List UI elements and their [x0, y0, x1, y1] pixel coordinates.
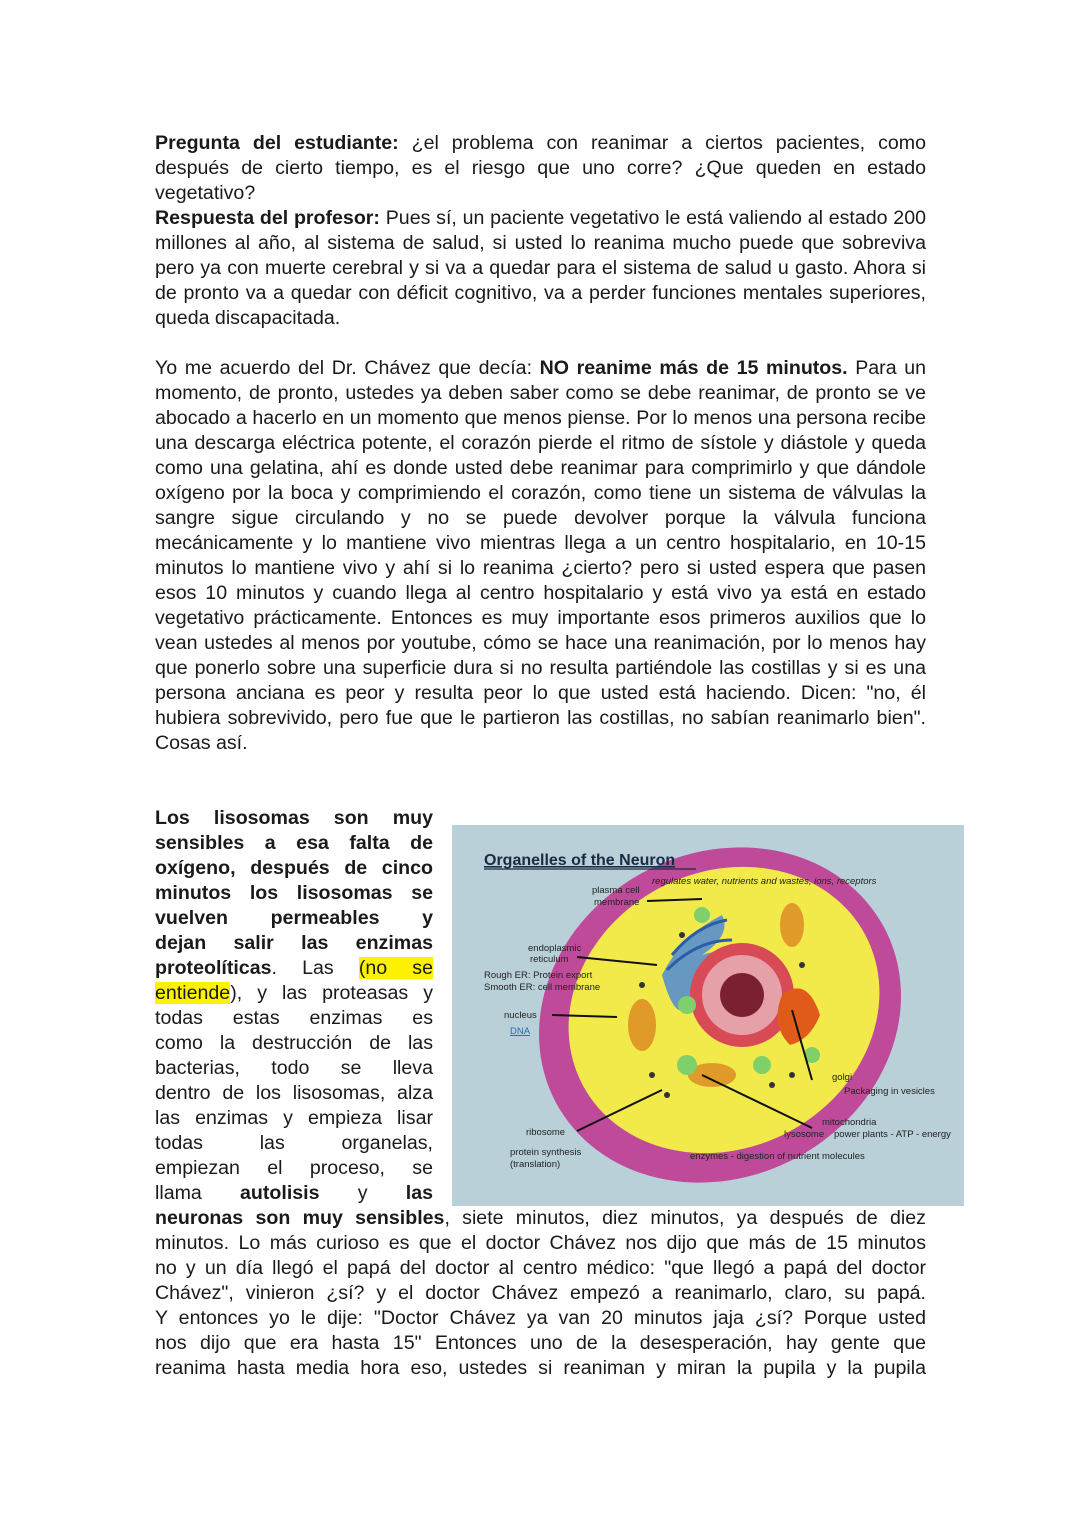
highlighted-note: (no se [358, 957, 433, 979]
text-line: todas las organelas, [155, 1132, 433, 1154]
text-line: Chávez", vinieron ¿sí? y el doctor Chávez empezó a reanimarlo, claro, su papá. [155, 1282, 926, 1304]
svg-text:protein synthesis: protein synthesis [510, 1147, 582, 1158]
text-line: empiezan el proceso, se [155, 1157, 433, 1179]
qa-paragraph [155, 131, 926, 331]
svg-text:lysosome: lysosome [784, 1129, 825, 1140]
svg-text:DNA: DNA [510, 1026, 531, 1037]
text-line: llama autolisis y las [155, 1182, 433, 1204]
svg-text:nucleus: nucleus [504, 1010, 537, 1021]
text-line: dejan salir las enzimas [155, 932, 433, 954]
text-line: nos dijo que era hasta 15" Entonces uno de la desesperación, hay gente que [155, 1332, 926, 1354]
highlighted-note: entiende [155, 982, 231, 1004]
text-line: vuelven permeables y [155, 907, 433, 929]
text-line: Los lisosomas son muy [155, 807, 433, 829]
svg-text:membrane: membrane [594, 897, 640, 908]
svg-text:reticulum: reticulum [530, 954, 569, 965]
text-line: minutos los lisosomas se [155, 882, 433, 904]
text-line: neuronas son muy sensibles, siete minutos, diez minutos, ya después de diez [155, 1207, 926, 1229]
paragraph-body: Para un momento, de pronto, ustedes ya deben saber como se debe reanimar, de pronto se ve abocado a hacerlo en un momento que menos piense. Por lo menos una persona recibe una descarga eléctrica potente, el corazón pierde el ritmo de sístole y diástole y queda como una gelatina, ahí es donde usted debe reanimar para comprimirlo y que dándole oxígeno por la boca y comprimiendo el corazón, como tiene un sistema de válvulas la sangre sigue circulando y no se puede devolver porque la válvula funciona mecánicamente y lo mantiene vivo mientras llega a un centro hospitalario, en 10-15 minutos lo mantiene vivo y ahí si lo reanima ¿cierto? pero si usted espera que pasen esos 10 minutos y cuando llega al centro hospitalario y está vivo ya está en estado vegetativo prácticamente. Entonces es muy importante esos primeros auxilios que lo vean ustedes al menos por youtube, cómo se hace una reanimación, por lo menos hay que ponerlo sobre una superficie dura si no resulta partiéndole las costillas y si es una persona anciana es peor y resulta peor lo que usted está haciendo. Dicen: "no, él hubiera sobrevivido, pero fue que le partieron las costillas, no sabían reanimarlo bien". Cosas así. [155, 357, 926, 754]
answer-text: Pues sí, un paciente vegetativo le está valiendo al estado 200 millones al año, al sistema de salud, si usted lo reanima mucho puede que sobreviva pero ya con muerte cerebral y si va a quedar para el sistema de salud u gasto. Ahora si de pronto va a quedar con déficit cognitivo, va a perder funciones mentales superiores, queda discapacitada. [155, 207, 926, 329]
mitochondrion-shape [628, 999, 656, 1051]
svg-text:mitochondria: mitochondria [822, 1117, 877, 1128]
text-line: sensibles a esa falta de [155, 832, 433, 854]
svg-text:enzymes - digestion of nutrien: enzymes - digestion of nutrient molecules [690, 1151, 865, 1162]
bold-warning: NO reanime más de 15 minutos. [539, 357, 848, 379]
text-line: reanima hasta media hora eso, ustedes si reaniman y miran la pupila y la pupila [155, 1357, 926, 1379]
svg-text:power plants - ATP - energy: power plants - ATP - energy [834, 1129, 951, 1140]
svg-text:plasma cell: plasma cell [592, 885, 640, 896]
lysosome-paragraph-continued [155, 1206, 926, 1381]
answer-label: Respuesta del profesor: [155, 207, 380, 229]
svg-text:regulates water, nutrients and: regulates water, nutrients and wastes, ions, receptors [652, 876, 877, 887]
text-line: las enzimas y empieza lisar [155, 1107, 433, 1129]
text-line: todas estas enzimas es [155, 1007, 433, 1029]
svg-text:Smooth ER: cell membrane: Smooth ER: cell membrane [484, 982, 601, 993]
text-line: no y un día llegó el papá del doctor al centro médico: "que llegó a papá del doctor [155, 1257, 926, 1279]
nucleolus-shape [720, 973, 764, 1017]
neuron-diagram [452, 825, 964, 1206]
svg-text:endoplasmic: endoplasmic [528, 943, 582, 954]
text-line: proteolíticas. Las (no se [155, 957, 433, 979]
text-line: oxígeno, después de cinco [155, 857, 433, 879]
svg-text:golgi: golgi [832, 1072, 853, 1083]
svg-text:(translation): (translation) [510, 1159, 561, 1170]
figure-title: Organelles of the Neuron [484, 852, 676, 869]
text-line: bacterias, todo se lleva [155, 1057, 433, 1079]
lysosome-paragraph [155, 806, 433, 1206]
paragraph-lead: Yo me acuerdo del Dr. Chávez que decía: [155, 357, 540, 379]
neuron-organelles-figure [452, 825, 964, 1206]
question-label: Pregunta del estudiante: [155, 132, 399, 154]
reanimation-paragraph [155, 356, 926, 756]
text-line: minutos. Lo más curioso es que el doctor Chávez nos dijo que más de 15 minutos [155, 1232, 926, 1254]
svg-text:Packaging in vesicles: Packaging in vesicles [844, 1086, 935, 1097]
text-line: entiende), y las proteasas y [155, 982, 433, 1004]
question-text: ¿el problema con reanimar a ciertos pacientes, como después de cierto tiempo, es el riesgo que uno corre? ¿Que queden en estado vegetativo? [155, 132, 926, 204]
svg-text:Rough ER: Protein export: Rough ER: Protein export [484, 970, 593, 981]
text-line: como la destrucción de las [155, 1032, 433, 1054]
svg-text:ribosome: ribosome [526, 1127, 566, 1138]
text-line: dentro de los lisosomas, alza [155, 1082, 433, 1104]
text-line: Y entonces yo le dije: "Doctor Chávez ya van 20 minutos jaja ¿sí? Porque usted [155, 1307, 926, 1329]
